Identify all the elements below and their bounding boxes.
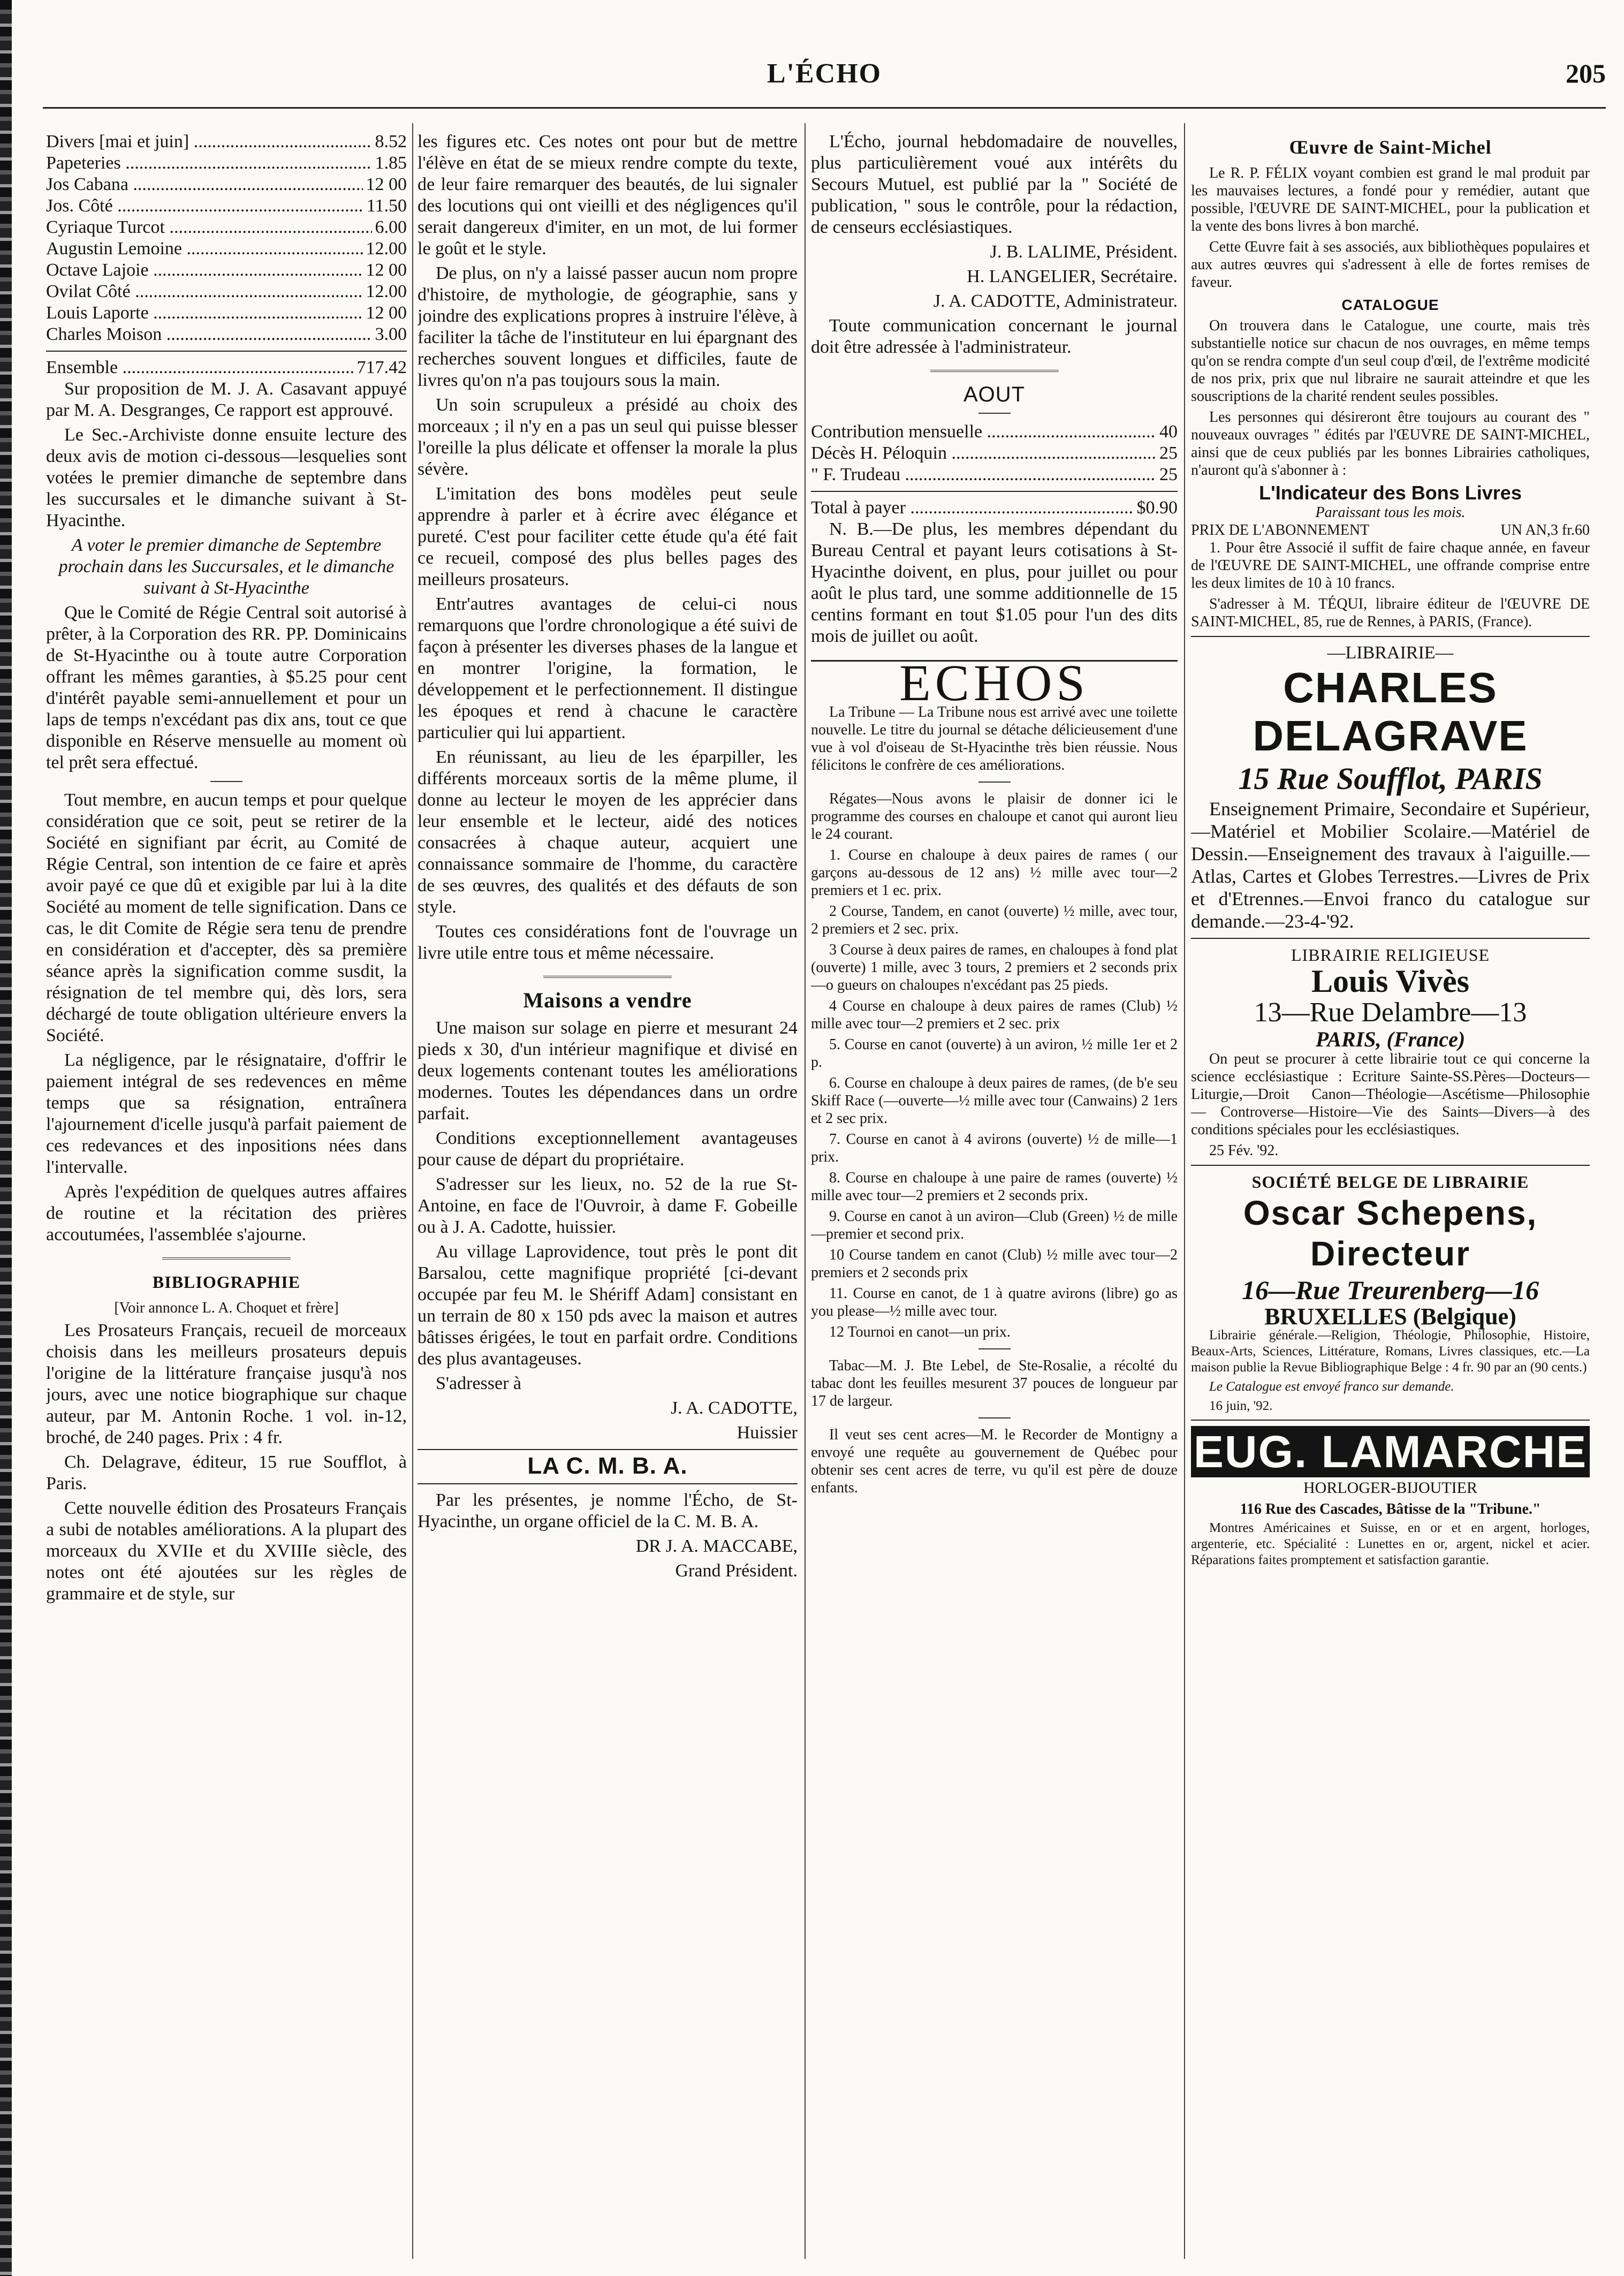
separator	[1191, 1420, 1590, 1421]
total-row	[811, 497, 1178, 519]
advertiser-city: PARIS, (France)	[1315, 1027, 1466, 1051]
paragraph: Par les présentes, je nomme l'Écho, de St-Hyacinthe, un organe officiel de la C. M. B. A.	[418, 1490, 798, 1531]
ad-text: Librairie générale.—Religion, Théologie, Philosophie, Histoire, Beaux-Arts, Sciences, Littérature, Romans, Livres classiques, etc.—La maison publie la Revue Bibliographique Belge : 4 fr. 90 par an (90 cents.)	[1191, 1328, 1590, 1375]
advertiser-name: Louis Vivès	[1311, 963, 1470, 999]
paragraph: Que le Comité de Régie Central soit autorisé à prêter, à la Corporation des RR. PP. Dominicains de St-Hyacinthe ou à toute autre Corporation offrant les mêmes garanties, à $5.25 pour cent d'intérêt payable semi-annuellement et pour un laps de temps n'excédant pas dix ans, tout ce que disponible en Réserve mensuelle au moment où tel prêt sera effectué.	[46, 603, 407, 772]
column-3	[811, 131, 1178, 2251]
dues-value: 25	[1159, 443, 1178, 463]
paragraph: S'adresser à M. TÉQUI, libraire éditeur de l'ŒUVRE DE SAINT-MICHEL, 85, rue de Rennes, à PARIS, (France).	[1191, 596, 1590, 630]
race-item: 2 Course, Tandem, en canot (ouverte) ½ mille, avec tour, 2 premiers et 2 sec. prix.	[811, 903, 1178, 937]
column-1	[46, 131, 407, 2251]
paragraph: En réunissant, au lieu de les éparpiller, les différents morceaux sortis de la même plume, il donne au lecteur le moyen de les apprécier dans leur ensemble et le lecteur, aidé des notices consacrées à chaque auteur, acquiert une connaissance sommaire de l'homme, du caractère de ses œuvres, des qualités et des défauts de son style.	[418, 747, 798, 917]
paragraph: Les personnes qui désireront être toujours au courant des " nouveaux ouvrages " édités par l'ŒUVRE DE SAINT-MICHEL, ainsi que de ceux publiés par les bonnes Librairies catholiques, n'auront qu'à s'abonner à :	[1191, 409, 1590, 479]
page-header	[43, 58, 1606, 95]
section-title: BIBLIOGRAPHIE	[152, 1272, 301, 1292]
paragraph: Cette Œuvre fait à ses associés, aux bibliothèques populaires et aux autres œuvres qui s'adressent à elle de fortes remises de faveur.	[1191, 239, 1590, 291]
paragraph: Conditions exceptionnellement avantageuses pour cause de départ du propriétaire.	[418, 1128, 798, 1170]
account-row	[46, 174, 407, 195]
paragraph: Tout membre, en aucun temps et pour quelque considération que ce soit, peut se retirer de la Société en signifiant par écrit, au Comité de Régie Central, son intention de ce faire et après avoir payé ce que dû et exigible par lui à la dite Société au moment de telle signification. Dans ce cas, le dit Comite de Régie sera tenu de prendre en considération et d'accepter, dès sa première séance après la signification comme susdit, la résignation de tel membre qui, dès lors, sera déchargé de toute obligation ultérieure envers la Société.	[46, 790, 407, 1045]
separator	[1191, 938, 1590, 939]
dues-label: " F. Trudeau .....	[811, 464, 1156, 485]
section-title: Maisons a vendre	[523, 988, 692, 1012]
ad-text: Montres Américaines et Suisse, en or et en argent, horloges, argenterie, etc. Spécialité : Lunettes en or, argent, nickel et acier. Réparations faites promptement et satisfaction garantie.	[1191, 1521, 1590, 1567]
paragraph: Les Prosateurs Français, recueil de morceaux choisis dans les meilleurs prosateurs depuis l'origine de la littérature française jusqu'à nos jours, avec une notice biographique sur chaque auteur, par M. Antonin Roche. 1 vol. in-12, broché, de 240 pages. Prix : 4 fr.	[46, 1321, 407, 1447]
accounts-list	[46, 131, 407, 345]
paragraph: S'adresser sur les lieux, no. 52 de la rue St-Antoine, en face de l'Ouvroir, à dame F. Gobeille ou à J. A. Cadotte, huissier.	[418, 1174, 798, 1237]
periodical-title: L'Indicateur des Bons Livres	[1259, 482, 1522, 504]
binding-edge	[0, 0, 12, 2276]
account-row	[46, 238, 407, 260]
echo-item: Il veut ses cent acres—M. le Recorder de Montigny a envoyé une requête au gouvernement de Québec pour obtenir ses cent acres de terre, vu qu'il est père de douze enfants.	[811, 1427, 1178, 1496]
total-value: $0.90	[1136, 498, 1178, 518]
page-number: 205	[1566, 58, 1606, 88]
echo-item: La Tribune — La Tribune nous est arrivé avec une toilette nouvelle. Le titre du journal se détache délicieusement d'une vue à vol d'oiseau de St-Hyacinthe très bien réussie. Nous félicitons le confrère de ces améliorations.	[811, 704, 1178, 773]
column-divider	[1184, 123, 1185, 2259]
race-item: 3 Course à deux paires de rames, en chaloupes à fond plat (ouverte) 1 mille, avec 3 tours, 2 premiers et 2 seconds prix—o gueurs on chaloupes n'excédant pas 25 pieds.	[811, 942, 1178, 993]
section-title: Œuvre de Saint-Michel	[1289, 136, 1492, 158]
separator	[418, 1449, 798, 1450]
race-item: 12 Tournoi en canot—un prix.	[829, 1324, 1011, 1340]
total-row	[46, 357, 407, 378]
account-value: 12.00	[366, 239, 407, 259]
officer-name: J. A. CADOTTE, Administrateur.	[933, 291, 1178, 311]
account-value: 11.50	[366, 196, 407, 216]
dues-value: 40	[1159, 422, 1178, 442]
dues-label: Contribution mensuelle .....	[811, 421, 1156, 443]
advertiser-name: Oscar Schepens, Directeur	[1243, 1194, 1538, 1273]
advertiser-address: 13—Rue Delambre—13	[1254, 997, 1527, 1028]
paragraph: 1. Pour être Associé il suffit de faire chaque année, en faveur de l'ŒUVRE DE SAINT-MICHEL, une offrande comprise entre les deux limites de 10 à 10 francs.	[1191, 540, 1590, 591]
account-row	[46, 195, 407, 217]
account-label: Jos Cabana .....	[46, 174, 363, 195]
ornament-separator	[162, 1257, 291, 1260]
account-row	[46, 153, 407, 174]
column-divider	[412, 123, 413, 2259]
account-label: Ovilat Côté .....	[46, 281, 363, 302]
paragraph: Sur proposition de M. J. A. Casavant appuyé par M. A. Desgranges, Ce rapport est approuvé.	[46, 379, 407, 420]
echos-title: ECHOS	[811, 660, 1178, 694]
paragraph: Toutes ces considérations font de l'ouvrage un livre utile entre tous et même nécessaire.	[418, 922, 798, 963]
account-value: 12.00	[366, 282, 407, 301]
total-rule	[811, 491, 1178, 492]
paragraph: Après l'expédition de quelques autres affaires de routine et la récitation des prières accoutumées, l'assemblée s'ajourne.	[46, 1182, 407, 1245]
note: [Voir annonce L. A. Choquet et frère]	[114, 1300, 339, 1316]
ad-text: Enseignement Primaire, Secondaire et Supérieur,—Matériel et Mobilier Scolaire.—Matériel de Dessin.—Enseignement des travaux à l'aiguille.—Atlas, Cartes et Globes Terrestres.—Livres de Prix et d'Etrennes.—Envoi franco du catalogue sur demande.—23-4-'92.	[1191, 798, 1590, 932]
price-label: PRIX DE L'ABONNEMENT	[1191, 522, 1370, 538]
paragraph: Au village Laprovidence, tout près le pont dit Barsalou, cette magnifique propriété [ci-devant occupée par feu M. le Shériff Adam] consistant en un terrain de 80 x 150 pds avec la maison et autres bâtisses érigées, le tout en parfait ordre. Conditions des plus avantageuses.	[418, 1242, 798, 1369]
total-rule	[46, 351, 407, 352]
echo-item: Tabac—M. J. Bte Lebel, de Ste-Rosalie, a récolté du tabac dont les feuilles mesurent 37 pouces de longueur par 17 de largeur.	[811, 1357, 1178, 1409]
separator	[978, 1417, 1011, 1418]
dues-label: Décès H. Péloquin .....	[811, 443, 1156, 464]
paragraph: La négligence, par le résignataire, d'offrir le paiement intégral de ses redevences en même temps que sa résignation, entraînera l'ajournement d'icelle jusqu'à parfait paiement de ces redevances et des inpositions nées dans l'intervalle.	[46, 1050, 407, 1177]
account-value: 3.00	[375, 324, 407, 344]
account-value: 1.85	[375, 153, 407, 173]
paragraph: S'adresser à	[436, 1374, 522, 1393]
account-value: 12 00	[366, 175, 407, 194]
dues-row	[811, 464, 1178, 485]
race-item: 11. Course en canot, de 1 à quatre avirons (libre) go as you please—½ mille avec tour.	[811, 1285, 1178, 1319]
separator	[978, 413, 1011, 414]
column-2	[418, 131, 798, 2251]
officer-name: H. LANGELIER, Secrétaire.	[967, 267, 1178, 286]
ad-date: 16 juin, '92.	[1209, 1399, 1273, 1413]
paragraph: Toute communication concernant le journal doit être adressée à l'administrateur.	[811, 316, 1178, 357]
account-row	[46, 281, 407, 302]
signature: Grand Président.	[675, 1561, 798, 1581]
ad-label: —LIBRAIRIE—	[1327, 643, 1454, 663]
account-label: Cyriaque Turcot .....	[46, 217, 372, 238]
advertiser-address: 16—Rue Treurenberg—16	[1241, 1275, 1539, 1305]
ornament-separator	[543, 976, 672, 978]
motion-heading: A voter le premier dimanche de Septembre prochain dans les Succursales, et le dimanche suivant à St-Hyacinthe	[58, 535, 394, 598]
section-title: AOUT	[963, 383, 1026, 406]
signature: DR J. A. MACCABE,	[635, 1536, 798, 1556]
periodical-subtitle: Paraissant tous les mois.	[1315, 504, 1466, 521]
separator	[978, 1348, 1011, 1349]
ad-text: On peut se procurer à cette librairie tout ce qui concerne la science ecclésiastique : Ecriture Sainte-SS.Pères—Docteurs—Liturgie,—Droit Canon—Théologie—Ascétisme—Philosophie — Controverse—Histoire—Vie des Saints—Divers—à des conditions spéciales pour les ecclésiastiques.	[1191, 1051, 1590, 1138]
paragraph: De plus, on n'y a laissé passer aucun nom propre d'histoire, de mythologie, de géographie, sans y joindre des explications propres à instruire l'élève, à faciliter la tâche de l'instituteur en lui épargnant des recherches souvent longues et difficiles, faute de livres qu'on n'a pas toujours sous la main.	[418, 263, 798, 390]
account-label: Augustin Lemoine .....	[46, 238, 363, 260]
paragraph: Un soin scrupuleux a présidé au choix des morceaux ; il n'y en a pas un seul qui puisse blesser l'oreille la plus délicate et offenser la morale la plus sévère.	[418, 395, 798, 479]
paragraph: L'imitation des bons modèles peut seule apprendre à parler et à écrire avec élégance et pureté. C'est pour faciliter cette étude qu'a été fait ce recueil, composé des plus belles pages des meilleurs prosateurs.	[418, 484, 798, 589]
account-label: Jos. Côté .....	[46, 195, 363, 217]
race-item: 10 Course tandem en canot (Club) ½ mille avec tour—2 premiers et 2 seconds prix	[811, 1247, 1178, 1281]
header-rule	[43, 107, 1606, 109]
account-label: Octave Lajoie .....	[46, 260, 363, 281]
advertiser-address: 116 Rue des Cascades, Bâtisse de la "Tribune."	[1240, 1501, 1541, 1518]
account-value: 12 00	[366, 260, 407, 280]
dues-value: 25	[1159, 465, 1178, 484]
ad-label: LIBRAIRIE RELIGIEUSE	[1291, 945, 1490, 965]
account-row	[46, 131, 407, 153]
column-4	[1191, 131, 1590, 2251]
paragraph: Entr'autres avantages de celui-ci nous remarquons que l'ordre chronologique a été suivi de façon à présenter les diverses phases de la langue et en montrer l'origine, la formation, le développement et le perfectionnement. Il distingue les époques et rend à chacune le caractère particulier qui lui appartient.	[418, 594, 798, 742]
total-label: Ensemble .....	[46, 357, 354, 378]
account-value: 6.00	[375, 217, 407, 237]
echo-item: Régates—Nous avons le plaisir de donner ici le programme des courses en chaloupe et canot qui auront lieu le 24 courant.	[811, 791, 1178, 843]
paragraph: les figures etc. Ces notes ont pour but de mettre l'élève en état de se mieux rendre compte du texte, de leur faire remarquer des beautés, de lui signaler des locutions qui ont vieilli et des négligences qu'il serait dangereux d'imiter, en un mot, de lui former le goût et le style.	[418, 132, 798, 259]
advertiser-address: 15 Rue Soufflot, PARIS	[1238, 761, 1543, 796]
race-item: 8. Course en chaloupe à une paire de rames (ouverte) ½ mille avec tour—2 premiers et 2 seconds prix.	[811, 1170, 1178, 1204]
paragraph: N. B.—De plus, les membres dépendant du Bureau Central et payant leurs cotisations à St-Hyacinthe doivent, en plus, pour juillet ou pour août le plus tard, une somme additionnelle de 15 centins formant en tout $1.05 pour l'un des dits mois de juillet ou août.	[811, 519, 1178, 646]
advertiser-city: BRUXELLES (Belgique)	[1264, 1303, 1516, 1330]
signature: Huissier	[737, 1423, 798, 1443]
advertiser-name: EUG. LAMARCHE	[1191, 1426, 1590, 1477]
races-list	[811, 846, 1178, 1341]
account-row	[46, 302, 407, 324]
race-item: 9. Course en canot à un aviron—Club (Green) ½ de mille—premier et second prix.	[811, 1208, 1178, 1242]
race-item: 1. Course en chaloupe à deux paires de rames ( our garçons au-dessous de 12 ans) ½ mille avec tour—2 premiers et 1 ec. prix.	[811, 847, 1178, 899]
advertiser-name: CHARLES DELAGRAVE	[1253, 664, 1528, 760]
dues-row	[811, 421, 1178, 443]
section-title: CATALOGUE	[1341, 297, 1439, 313]
officer-name: J. B. LALIME, Président.	[990, 242, 1178, 262]
dues-row	[811, 443, 1178, 464]
column-divider	[805, 123, 806, 2259]
paragraph: L'Écho, journal hebdomadaire de nouvelles, plus particulièrement voué aux intérêts du Secours Mutuel, est publié par la " Société de publication, " sous le contrôle, pour la rédaction, de censeurs ecclésiastiques.	[811, 132, 1178, 237]
separator	[1191, 636, 1590, 637]
race-item: 4 Course en chaloupe à deux paires de rames (Club) ½ mille avec tour—2 premiers et 2 sec. prix	[811, 998, 1178, 1032]
separator	[1191, 1165, 1590, 1166]
race-item: 6. Course en chaloupe à deux paires de rames, (de b'e seu Skiff Race (—ouverte—½ mille avec tour (Canwains) 2 1ers et 2 sec prix.	[811, 1075, 1178, 1127]
total-label: Total à payer .....	[811, 497, 1134, 519]
subscription-price	[1191, 521, 1590, 539]
masthead-title: L'ÉCHO	[767, 58, 882, 89]
account-value: 8.52	[375, 132, 407, 151]
separator	[978, 782, 1011, 783]
account-row	[46, 324, 407, 345]
race-item: 7. Course en canot à 4 avirons (ouverte) ½ de mille—1 prix.	[811, 1131, 1178, 1165]
ad-date: 25 Fév. '92.	[1209, 1142, 1279, 1159]
paragraph: Le Sec.-Archiviste donne ensuite lecture des deux avis de motion ci-dessous—lesquelies sont votées le premier dimanche de septembre dans les succursales et le dimanche suivant à St-Hyacinthe.	[46, 425, 407, 530]
paragraph: Une maison sur solage en pierre et mesurant 24 pieds x 30, d'un intérieur magnifique et divisé en deux logements contenant toutes les améliorations modernes. Toutes les dépendances dans un ordre parfait.	[418, 1018, 798, 1124]
separator	[210, 781, 242, 782]
account-label: Papeteries .....	[46, 153, 372, 174]
paragraph: On trouvera dans le Catalogue, une courte, mais très substantielle notice sur chacun de nos ouvrages, en même temps qu'on se rendra compte d'un seul coup d'œil, de l'extrême modicité de nos prix, prix que nul libraire ne saurait atteindre et que les souscriptions de la charité rendent seules possibles.	[1191, 317, 1590, 405]
account-label: Divers [mai et juin] .....	[46, 131, 372, 153]
account-value: 12 00	[366, 303, 407, 323]
paragraph: Le R. P. FÉLIX voyant combien est grand le mal produit par les mauvaises lectures, a fondé pour y remédier, autant que possible, l'ŒUVRE DE SAINT-MICHEL, pour la publication et la vente des bons livres à bon marché.	[1191, 165, 1590, 234]
account-row	[46, 217, 407, 238]
paragraph: Ch. Delagrave, éditeur, 15 rue Soufflot, à Paris.	[46, 1452, 407, 1493]
ornament-separator	[930, 370, 1059, 372]
signature: J. A. CADOTTE,	[670, 1398, 798, 1418]
race-item: 5. Course en canot (ouverte) à un aviron, ½ mille 1er et 2 p.	[811, 1036, 1178, 1071]
ad-label: SOCIÉTÉ BELGE DE LIBRAIRIE	[1251, 1172, 1529, 1192]
account-label: Charles Moison .....	[46, 324, 372, 345]
separator	[418, 1483, 798, 1484]
section-title: LA C. M. B. A.	[527, 1453, 688, 1479]
account-label: Louis Laporte .....	[46, 302, 363, 324]
account-row	[46, 260, 407, 281]
advertiser-trade: HORLOGER-BIJOUTIER	[1303, 1479, 1477, 1497]
paragraph: Cette nouvelle édition des Prosateurs Français a subi de notables améliorations. A la plupart des morceaux du XVIIe et du XVIIIe siècle, des notes ont été ajoutées sur les règles de grammaire et de style, sur	[46, 1498, 407, 1604]
ad-note: Le Catalogue est envoyé franco sur demande.	[1209, 1379, 1454, 1394]
total-value: 717.42	[356, 358, 407, 377]
price-value: UN AN,3 fr.60	[1500, 522, 1590, 538]
